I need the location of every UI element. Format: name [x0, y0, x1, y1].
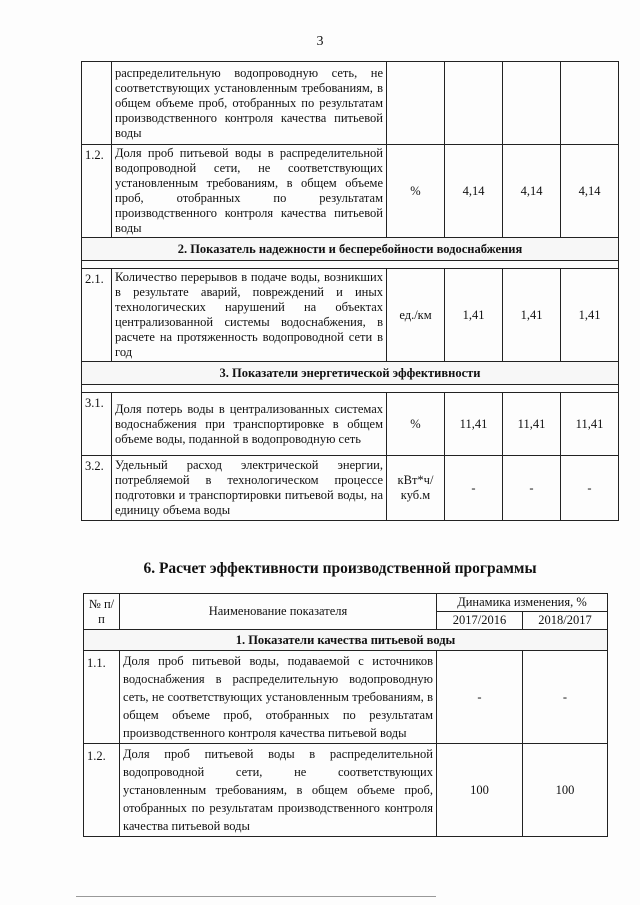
table-row — [82, 62, 619, 145]
table-row — [82, 393, 619, 456]
value-cell: 100 — [523, 744, 608, 837]
value-cell: - — [561, 456, 619, 521]
table-row — [84, 744, 608, 837]
section-header: 1. Показатели качества питьевой воды — [84, 630, 608, 651]
section-heading: 6. Расчет эффективности производственной программы — [143, 560, 537, 577]
col-name-header: Наименование показателя — [120, 594, 437, 630]
indicator-name: Удельный расход электрической энергии, потребляемой в технологическом процессе подготовки и транспортировки питьевой воды, на единицу объема воды — [112, 456, 387, 521]
row-number: 3.2. — [82, 456, 112, 521]
value-cell: 100 — [437, 744, 523, 837]
table-row — [82, 269, 619, 362]
page-edge-line — [76, 896, 436, 897]
unit-cell: кВт*ч/ куб.м — [387, 456, 445, 521]
value-cell: 4,14 — [445, 145, 503, 238]
table-row — [84, 651, 608, 744]
table-row — [82, 456, 619, 521]
section-header: 3. Показатели энергетической эффективности — [82, 362, 619, 385]
indicator-name: Доля потерь воды в централизованных системах водоснабжения при транспортировке в общем объеме воды, поданной в водопроводную сеть — [112, 393, 387, 456]
value-cell: 1,41 — [445, 269, 503, 362]
value-cell: - — [503, 456, 561, 521]
row-number: 1.2. — [82, 145, 112, 238]
indicator-name: Доля проб питьевой воды в распределительной водопроводной сети, не соответствующих установленным требованиям, в общем объеме проб, отобранных по результатам производственного контроля качества питьевой воды — [112, 145, 387, 238]
row-number — [82, 62, 112, 145]
unit-cell: % — [387, 393, 445, 456]
indicator-name: Количество перерывов в подаче воды, возникших в результате аварий, повреждений и иных технологических нарушений на объектах централизованной системы водоснабжения, в расчете на протяженность водопроводной сети в год — [112, 269, 387, 362]
col-number-header: № п/п — [84, 594, 120, 630]
unit-cell: % — [387, 145, 445, 238]
unit-cell: ед./км — [387, 269, 445, 362]
value-cell: - — [523, 651, 608, 744]
col-year-header: 2017/2016 — [437, 612, 523, 630]
indicator-name: распределительную водопроводную сеть, не соответствующих установленным требованиям, в общем объеме проб, отобранных по результатам производственного контроля качества питьевой воды — [112, 62, 387, 145]
efficiency-table — [83, 593, 608, 837]
row-number: 3.1. — [82, 393, 112, 456]
section-header: 2. Показатель надежности и бесперебойности водоснабжения — [82, 238, 619, 261]
col-year-header: 2018/2017 — [523, 612, 608, 630]
value-cell: 11,41 — [445, 393, 503, 456]
value-cell: - — [445, 456, 503, 521]
value-cell: 4,14 — [561, 145, 619, 238]
value-cell: 4,14 — [503, 145, 561, 238]
value-cell: 11,41 — [503, 393, 561, 456]
page-number: 3 — [316, 34, 324, 49]
indicator-name: Доля проб питьевой воды в распределительной водопроводной сети, не соответствующих установленным требованиям, в общем объеме проб, отобранных по результатам производственного контроля качества питьевой воды — [120, 744, 437, 837]
value-cell: 1,41 — [561, 269, 619, 362]
value-cell: 1,41 — [503, 269, 561, 362]
table-header — [84, 594, 608, 612]
value-cell: - — [437, 651, 523, 744]
table-row — [82, 145, 619, 238]
value-cell: 11,41 — [561, 393, 619, 456]
row-number: 2.1. — [82, 269, 112, 362]
indicator-name: Доля проб питьевой воды, подаваемой с источников водоснабжения в распределительную водопроводную сеть, не соответствующих установленным требованиям, в общем объеме проб, отобранных по результатам производственного контроля качества питьевой воды — [120, 651, 437, 744]
indicators-table — [81, 61, 619, 521]
row-number: 1.1. — [84, 651, 120, 744]
col-dynamics-header: Динамика изменения, % — [437, 594, 608, 612]
row-number: 1.2. — [84, 744, 120, 837]
